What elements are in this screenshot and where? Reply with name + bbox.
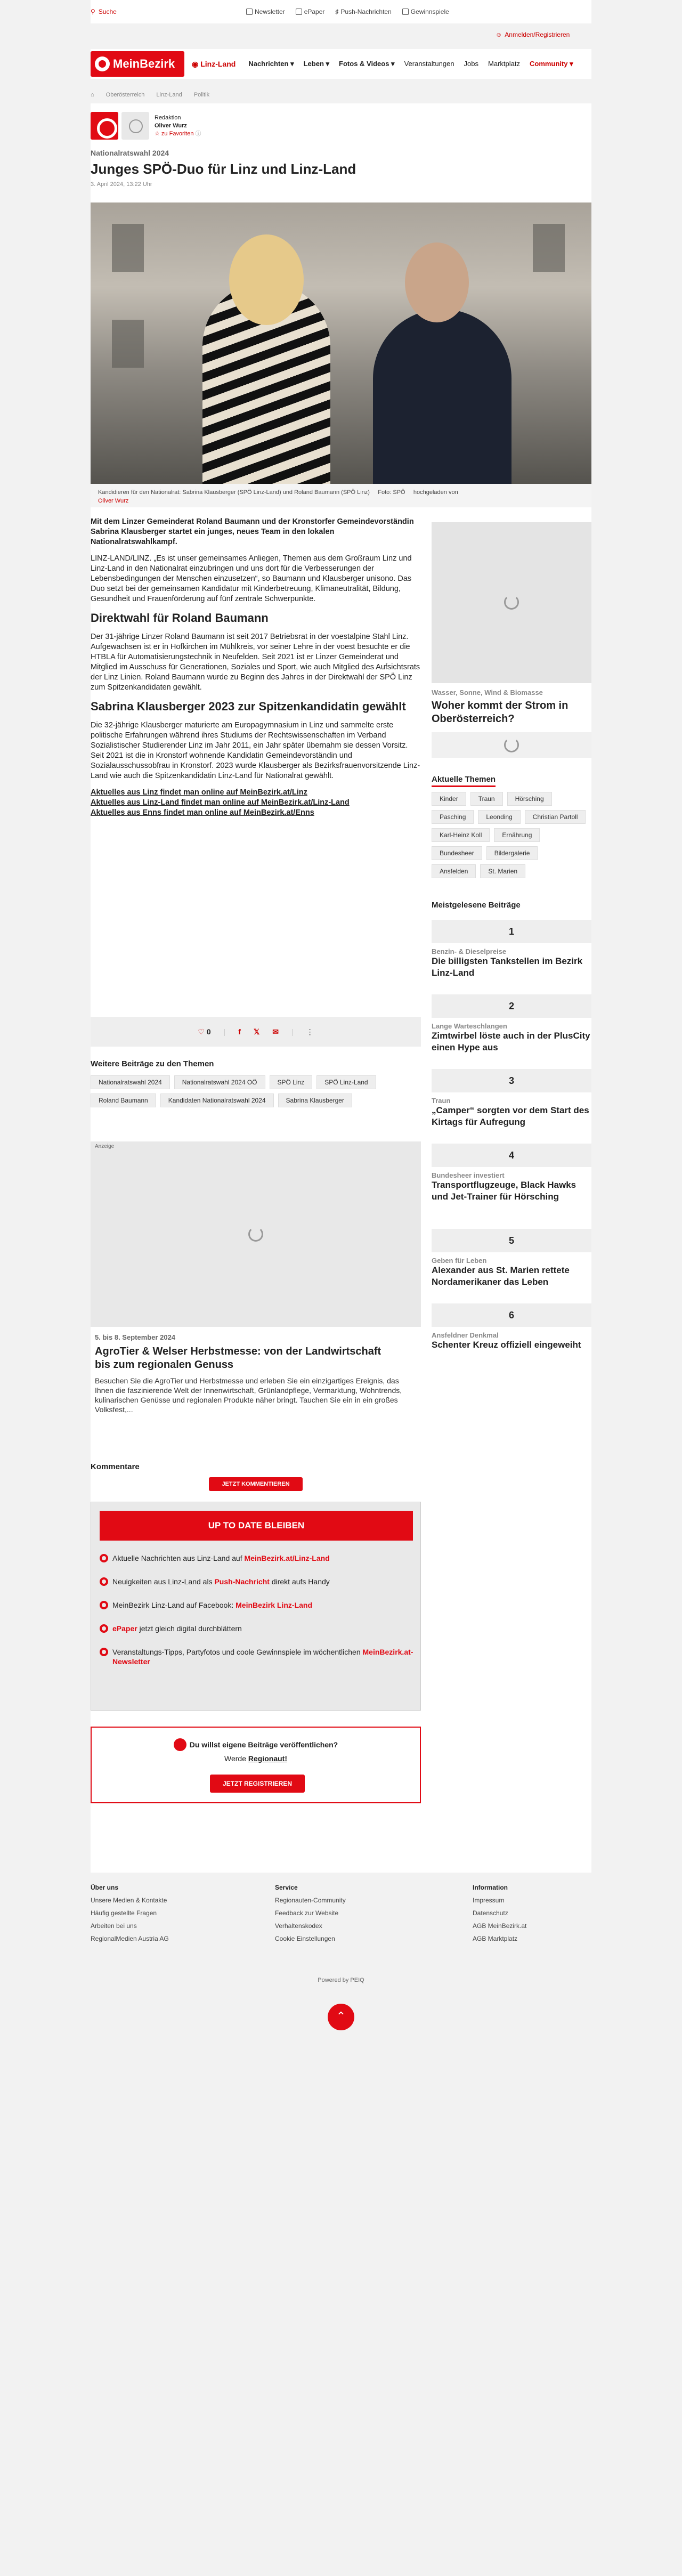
brand-logo[interactable]: MeinBezirk <box>91 51 184 77</box>
mail-share-icon[interactable]: ✉ <box>272 1027 279 1036</box>
footer-link[interactable]: AGB MeinBezirk.at <box>473 1922 527 1930</box>
topic-tag[interactable]: Ernährung <box>494 828 540 842</box>
topic-tag[interactable]: Hörsching <box>507 792 552 806</box>
article-lead: Mit dem Linzer Gemeinderat Roland Baumann und der Kronstorfer Gemeindevorständin Sabrina Klausberger startet ein junges, neues Team in den lokalen Nationalratswahlkampf. <box>91 517 414 546</box>
region-link-linz[interactable]: Aktuelles aus Linz findet man online auf MeinBezirk.at/Linz <box>91 788 307 797</box>
tag[interactable]: Nationalratswahl 2024 <box>91 1075 170 1089</box>
register-box: Du willst eigene Beiträge veröffentlichen? Werde Regionaut! JETZT REGISTRIEREN <box>91 1727 421 1803</box>
footer-link[interactable]: Feedback zur Website <box>275 1909 339 1917</box>
newsletter-link[interactable]: Newsletter <box>246 8 285 15</box>
up-to-date-title: UP TO DATE BLEIBEN <box>100 1511 413 1541</box>
more-options-icon[interactable]: ⋮ <box>306 1027 314 1036</box>
list-item: Aktuelle Nachrichten aus Linz-Land auf MeinBezirk.at/Linz-Land <box>100 1553 414 1563</box>
bell-icon: ♯ <box>335 8 339 15</box>
games-link[interactable]: Gewinnspiele <box>402 8 449 15</box>
regionaut-link[interactable]: Regionaut! <box>248 1754 287 1763</box>
up-to-date-box <box>91 1502 421 1711</box>
footer-link[interactable]: Impressum <box>473 1897 505 1904</box>
nav-item-jobs[interactable]: Jobs <box>464 60 479 68</box>
breadcrumb-item[interactable]: Politik <box>193 92 210 98</box>
topic-tag[interactable]: St. Marien <box>480 864 525 878</box>
share-bar: ♡ 0 | f 𝕏 ✉ | ⋮ <box>91 1017 421 1047</box>
megaphone-icon <box>174 1738 186 1751</box>
topic-tag[interactable]: Leonding <box>478 810 520 824</box>
paragraph: LINZ-LAND/LINZ. „Es ist unser gemeinsames Anliegen, Themen aus dem Großraum Linz und Linz-Land in den Nationalrat einzubringen und uns dort für die Verbesserungen der Lebensbedingungen der Menschen einzusetzen“, so Baumann und Klausberger unisono. Das Duo setzt bei der gemeinsamen Kandidatur mit Kinderbetreuung, Klimaneutralität, Bildung, Gesundheit und Frauenförderung auf fünf zentrale Schwerpunkte. <box>91 554 412 603</box>
section-heading: Direktwahl für Roland Baumann <box>91 611 269 625</box>
nav-item-market[interactable]: Marktplatz <box>488 60 520 68</box>
sidebar-ad[interactable] <box>432 522 591 683</box>
nav-item-news[interactable]: Nachrichten ▾ <box>248 60 294 68</box>
facebook-icon[interactable]: f <box>238 1027 241 1036</box>
topic-tag[interactable]: Traun <box>470 792 503 806</box>
article-date: 3. April 2024, 13:22 Uhr <box>91 181 152 188</box>
region-selector[interactable]: ◉ Linz-Land <box>192 59 236 68</box>
topic-tag[interactable]: Christian Partoll <box>525 810 586 824</box>
gift-icon <box>402 9 409 15</box>
article-page <box>91 103 591 1873</box>
footer-col-service: Service Regionauten-Community Feedback zur Website Verhaltenskodex Cookie Einstellungen <box>275 1881 413 1945</box>
tag[interactable]: Kandidaten Nationalratswahl 2024 <box>160 1093 274 1107</box>
region-link-enns[interactable]: Aktuelles aus Enns findet man online auf MeinBezirk.at/Enns <box>91 808 314 817</box>
nav-item-events[interactable]: Veranstaltungen <box>404 60 454 68</box>
search-link[interactable]: ⚲ Suche <box>91 8 117 15</box>
push-link[interactable]: ♯ Push-Nachrichten <box>335 8 392 15</box>
most-read-item[interactable]: 6 Ansfeldner Denkmal Schenter Kreuz offiziell eingeweiht <box>432 1303 591 1351</box>
footer-link[interactable]: RegionalMedien Austria AG <box>91 1935 169 1942</box>
mail-icon <box>246 9 253 15</box>
loading-spinner-icon <box>504 738 519 752</box>
chevron-up-icon: ⌃ <box>336 2010 346 2023</box>
author-role: Redaktion <box>155 114 181 121</box>
most-read-item[interactable]: 4 Bundesheer investiert Transportflugzeuge, Black Hawks und Jet-Trainer für Hörsching <box>432 1144 591 1203</box>
author-box <box>91 112 201 140</box>
topic-tag[interactable]: Pasching <box>432 810 474 824</box>
login-link[interactable]: ☺ Anmelden/Registrieren <box>496 31 570 38</box>
home-icon[interactable]: ⌂ <box>91 92 94 98</box>
location-pin-icon: ◉ <box>192 59 199 68</box>
add-favorite-link[interactable]: ☆ zu Favoriten ⓘ <box>155 130 201 137</box>
most-read-item[interactable]: 5 Geben für Leben Alexander aus St. Marien rettete Nordamerikaner das Leben <box>432 1229 591 1288</box>
list-item: Veranstaltungs-Tipps, Partyfotos und coole Gewinnspiele im wöchentlichen MeinBezirk.at-Newsletter <box>100 1647 414 1666</box>
most-read-item[interactable]: 1 Benzin- & Dieselpreise Die billigsten Tankstellen im Bezirk Linz-Land <box>432 920 591 979</box>
region-link-linz-land[interactable]: Aktuelles aus Linz-Land findet man online auf MeinBezirk.at/Linz-Land <box>91 798 350 807</box>
tag[interactable]: SPÖ Linz <box>270 1075 313 1089</box>
publisher-avatar[interactable] <box>91 112 118 140</box>
bullet-icon <box>100 1577 108 1586</box>
teaser-body: Besuchen Sie die AgroTier und Herbstmesse und erleben Sie ein einzigartiges Ereignis, das Ihnen die faszinierende Welt der Innenwirtschaft, Grünlandpflege, Vermarktung, Wohntrends, kulinarischen Genüsse und regionalen Produkte näher bringt. Tauchen Sie ein in ein großes Volksfest,... <box>95 1376 402 1414</box>
sidebar-ad-small[interactable] <box>432 732 591 758</box>
topic-tag[interactable]: Bildergalerie <box>486 846 538 860</box>
list-item: MeinBezirk Linz-Land auf Facebook: MeinBezirk Linz-Land <box>100 1600 414 1610</box>
epaper-link[interactable]: ePaper <box>296 8 325 15</box>
sidebar-teaser-kicker: Wasser, Sonne, Wind & Biomasse <box>432 688 543 696</box>
breadcrumb-item[interactable]: Linz-Land <box>156 92 182 98</box>
x-icon[interactable]: 𝕏 <box>253 1027 260 1036</box>
article-title: Junges SPÖ-Duo für Linz und Linz-Land <box>91 161 356 177</box>
utd-link[interactable]: MeinBezirk.at-Newsletter <box>112 1648 413 1666</box>
utd-link[interactable]: ePaper <box>112 1624 137 1633</box>
footer-link[interactable]: AGB Marktplatz <box>473 1935 518 1942</box>
current-topics-title: Aktuelle Themen <box>432 775 496 787</box>
author-avatar[interactable] <box>121 112 149 140</box>
tag[interactable]: Roland Baumann <box>91 1093 156 1107</box>
footer-link[interactable]: Unsere Medien & Kontakte <box>91 1897 167 1904</box>
footer-link[interactable]: Regionauten-Community <box>275 1897 346 1904</box>
loading-spinner-icon <box>248 1227 263 1242</box>
footer-link[interactable]: Verhaltenskodex <box>275 1922 322 1930</box>
nav-item-life[interactable]: Leben ▾ <box>303 60 330 68</box>
newspaper-icon <box>296 9 302 15</box>
author-name[interactable]: Oliver Wurz <box>155 122 187 129</box>
footer-link[interactable]: Datenschutz <box>473 1909 508 1917</box>
tag[interactable]: SPÖ Linz-Land <box>316 1075 376 1089</box>
register-button[interactable]: JETZT REGISTRIEREN <box>210 1775 305 1793</box>
tag[interactable]: Sabrina Klausberger <box>278 1093 352 1107</box>
bullet-icon <box>100 1601 108 1609</box>
tag[interactable]: Nationalratswahl 2024 OÖ <box>174 1075 265 1089</box>
related-topics-title: Weitere Beiträge zu den Themen <box>91 1059 214 1068</box>
paragraph: Der 31-jährige Linzer Roland Baumann ist seit 2017 Betriebsrat in der voestalpine Stahl Linz. Aufgewachsen ist er in Hofkirchen im Mühlkreis, vor seiner Lehre in der voest besuchte er die HTBLA für Automatisierungstechnik in Neufelden. Seit 2021 ist er Linzer Gemeinderat und Mitglied im Ausschuss für Generationen, Soziales und Sport, wie auch Mitglied des Aufsichtsrats der Linz Linien. Roland Baumann wurde zu Beginn des Jahres in der Direktwahl der SPÖ Linz zum Spitzenkandidaten gewählt. <box>91 633 420 692</box>
article-body <box>91 517 421 818</box>
article-hero-image[interactable] <box>91 202 591 484</box>
bullet-icon <box>100 1648 108 1656</box>
footer-link[interactable]: Arbeiten bei uns <box>91 1922 137 1930</box>
utd-link[interactable]: MeinBezirk Linz-Land <box>236 1601 313 1609</box>
current-topics <box>432 792 586 878</box>
breadcrumb-item[interactable]: Oberösterreich <box>105 92 145 98</box>
uploader-link[interactable]: Oliver Wurz <box>98 498 129 504</box>
related-tags <box>91 1075 389 1107</box>
logo-icon <box>95 56 110 71</box>
bullet-icon <box>100 1554 108 1562</box>
sidebar-teaser-title[interactable]: Woher kommt der Strom in Oberösterreich? <box>432 700 569 725</box>
breadcrumb <box>91 92 209 98</box>
footer-col-about: Über uns Unsere Medien & Kontakte Häufig gestellte Fragen Arbeiten bei uns RegionalMedien Austria AG <box>91 1881 229 1945</box>
list-item: Neuigkeiten aus Linz-Land als Push-Nachricht direkt aufs Handy <box>100 1577 414 1586</box>
utd-link[interactable]: MeinBezirk.at/Linz-Land <box>244 1554 330 1562</box>
teaser-title[interactable]: AgroTier & Welser Herbstmesse: von der Landwirtschaft bis zum regionalen Genuss <box>95 1346 381 1371</box>
info-icon: ⓘ <box>195 130 201 137</box>
article-kicker: Nationalratswahl 2024 <box>91 149 169 157</box>
scroll-to-top-button[interactable] <box>328 2004 354 2030</box>
footer-link[interactable]: Häufig gestellte Fragen <box>91 1909 157 1917</box>
loading-spinner-icon <box>504 595 519 610</box>
topic-tag[interactable]: Ansfelden <box>432 864 476 878</box>
search-icon: ⚲ <box>91 8 95 15</box>
topic-tag[interactable]: Kinder <box>432 792 466 806</box>
user-icon: ☺ <box>496 31 502 38</box>
most-read-title: Meistgelesene Beiträge <box>432 901 521 910</box>
image-caption: Kandidieren für den Nationalrat: Sabrina Klausberger (SPÖ Linz-Land) und Roland Baumann (SPÖ Linz) Foto: SPÖ hochgeladen von Oliver Wurz <box>91 484 591 507</box>
topic-tag[interactable]: Bundesheer <box>432 846 482 860</box>
powered-by[interactable]: Powered by PEIQ <box>318 1977 364 1983</box>
main-navigation <box>91 49 591 79</box>
advertisement[interactable] <box>91 1141 421 1327</box>
nav-item-community[interactable]: Community ▾ <box>529 60 573 68</box>
most-read-item[interactable]: 3 Traun „Camper“ sorgten vor dem Start des Kirtags für Aufregung <box>432 1069 591 1128</box>
footer-link[interactable]: Cookie Einstellungen <box>275 1935 335 1942</box>
section-heading: Sabrina Klausberger 2023 zur Spitzenkandidatin gewählt <box>91 700 406 713</box>
like-button[interactable]: ♡ 0 <box>198 1027 211 1036</box>
comment-button[interactable]: JETZT KOMMENTIEREN <box>209 1477 303 1491</box>
top-utility-bar <box>91 0 591 23</box>
footer-col-info: Information Impressum Datenschutz AGB MeinBezirk.at AGB Marktplatz <box>473 1881 611 1945</box>
topic-tag[interactable]: Karl-Heinz Koll <box>432 828 490 842</box>
utd-link[interactable]: Push-Nachricht <box>214 1577 270 1586</box>
bullet-icon <box>100 1624 108 1633</box>
ad-label: Anzeige <box>95 1144 115 1149</box>
most-read-item[interactable]: 2 Lange Warteschlangen Zimtwirbel löste auch in der PlusCity einen Hype aus <box>432 994 591 1054</box>
comments-title: Kommentare <box>91 1462 140 1471</box>
paragraph: Die 32-jährige Klausberger maturierte am Europagymnasium in Linz und sammelte erste politische Erfahrungen während ihres Studiums der Rechtswissenschaften im Verband Sozialistischer Studierender Linz im Jahr 2011, ein Jahr später übernahm sie dessen Vorsitz. Seit 2021 ist die in Kronstorf wohnende Kandidatin Gemeindevorständin und Sozialausschussobfrau in Kronstorf. 2023 wurde Klausberger als Bezirksfrauenvorsitzende Linz-Land wie auch die Spitzenkandidatin Linz-Land für Nationalrat gewählt. <box>91 721 420 780</box>
list-item: ePaper jetzt gleich digital durchblättern <box>100 1624 414 1633</box>
nav-item-photos[interactable]: Fotos & Videos ▾ <box>339 60 395 68</box>
teaser-date: 5. bis 8. September 2024 <box>95 1333 176 1341</box>
